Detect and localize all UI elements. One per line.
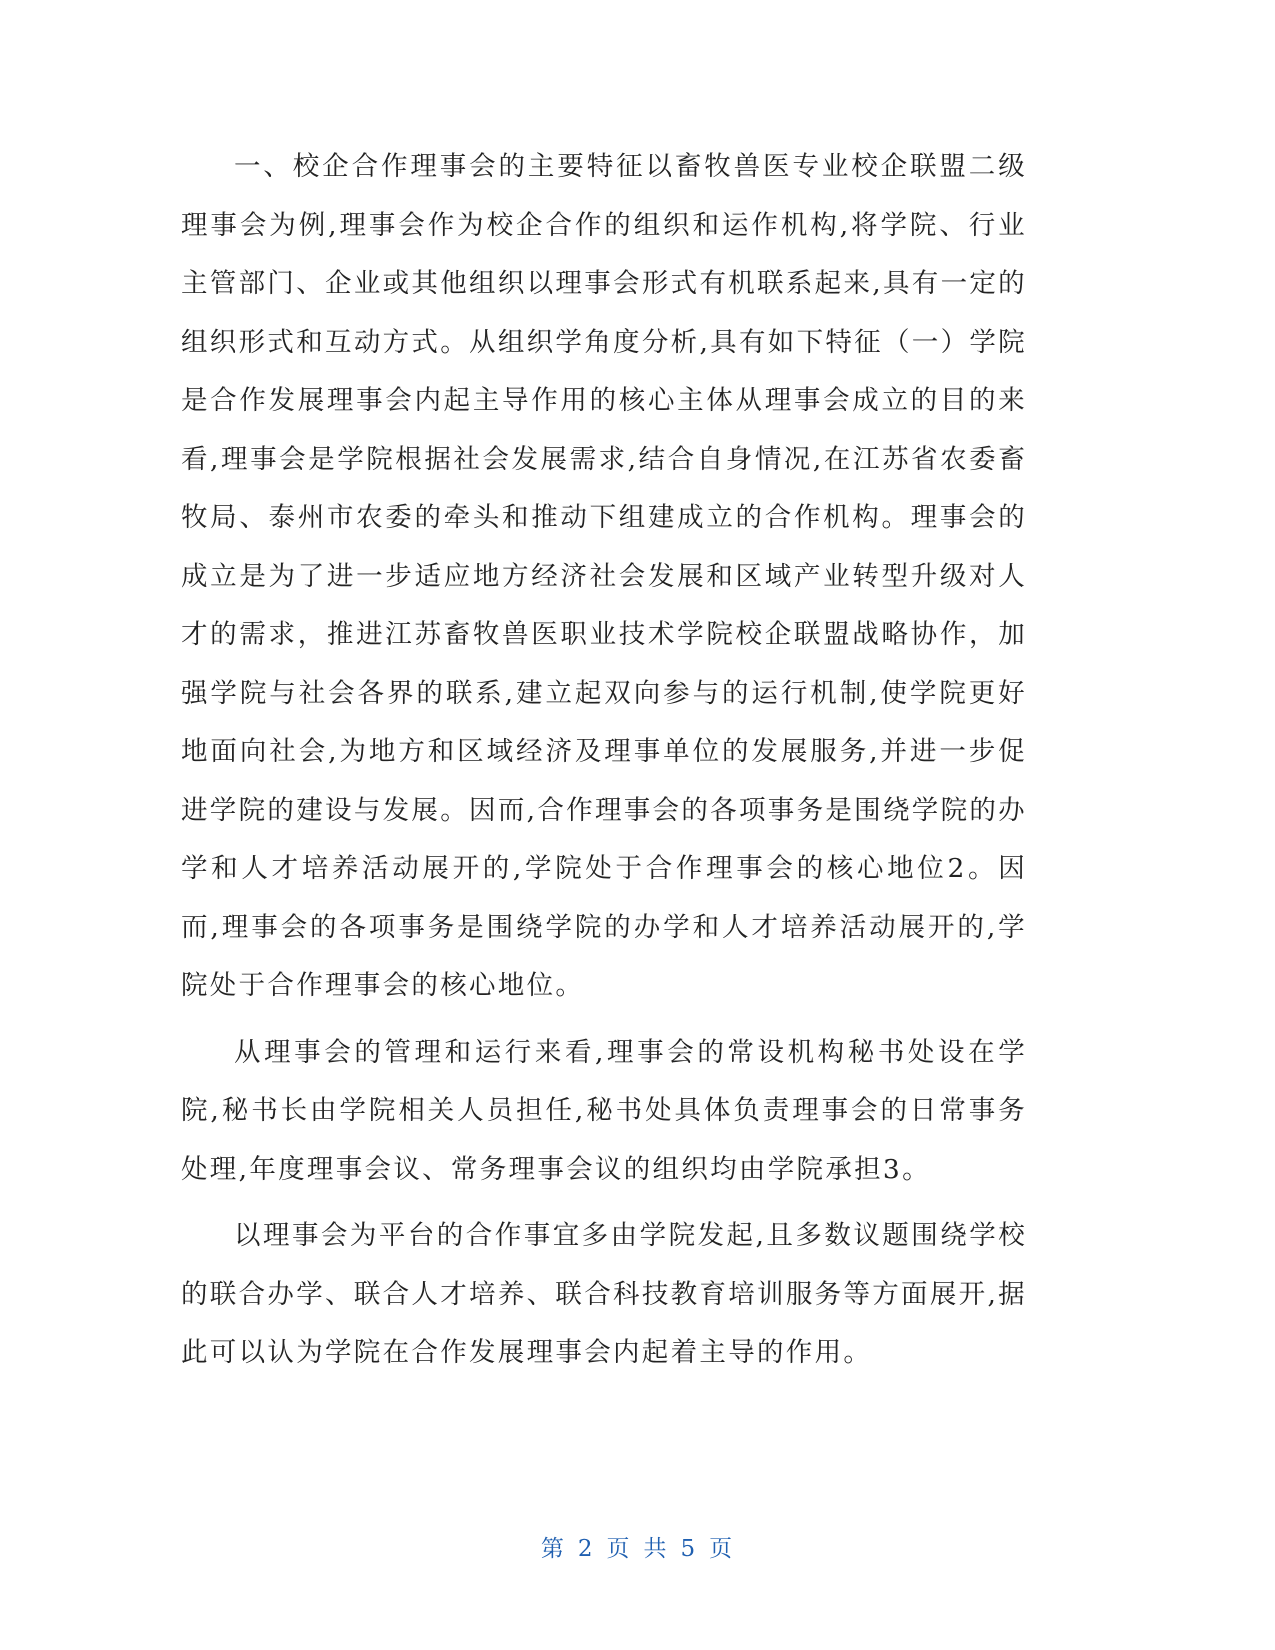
document-body bbox=[181, 138, 1027, 1391]
page-label-prefix: 第 bbox=[540, 1536, 566, 1562]
paragraph-1: 一、校企合作理事会的主要特征以畜牧兽医专业校企联盟二级理事会为例,理事会作为校企合作的组织和运作机构,将学院、行业主管部门、企业或其他组织以理事会形式有机联系起来,具有一定的组织形式和互动方式。从组织学角度分析,具有如下特征（一）学院是合作发展理事会内起主导作用的核心主体从理事会成立的目的来看,理事会是学院根据社会发展需求,结合自身情况,在江苏省农委畜牧局、泰州市农委的牵头和推动下组建成立的合作机构。理事会的成立是为了进一步适应地方经济社会发展和区域产业转型升级对人才的需求，推进江苏畜牧兽医职业技术学院校企联盟战略协作，加强学院与社会各界的联系,建立起双向参与的运行机制,使学院更好地面向社会,为地方和区域经济及理事单位的发展服务,并进一步促进学院的建设与发展。因而,合作理事会的各项事务是围绕学院的办学和人才培养活动展开的,学院处于合作理事会的核心地位2。因而,理事会的各项事务是围绕学院的办学和人才培养活动展开的,学院处于合作理事会的核心地位。 bbox=[181, 151, 1027, 1001]
paragraph-2: 从理事会的管理和运行来看,理事会的常设机构秘书处设在学院,秘书长由学院相关人员担任,秘书处具体负责理事会的日常事务处理,年度理事会议、常务理事会议的组织均由学院承担3。 bbox=[181, 1036, 1027, 1185]
current-page-number: 2 bbox=[577, 1536, 595, 1562]
page-label-mid: 页 bbox=[606, 1536, 632, 1562]
page-label-suffix: 页 bbox=[709, 1536, 735, 1562]
page-number-footer bbox=[0, 1530, 1275, 1563]
total-label-prefix: 共 bbox=[643, 1536, 669, 1562]
total-page-count: 5 bbox=[680, 1536, 698, 1562]
paragraph-3: 以理事会为平台的合作事宜多由学院发起,且多数议题围绕学校的联合办学、联合人才培养、联合科技教育培训服务等方面展开,据此可以认为学院在合作发展理事会内起着主导的作用。 bbox=[181, 1220, 1027, 1368]
